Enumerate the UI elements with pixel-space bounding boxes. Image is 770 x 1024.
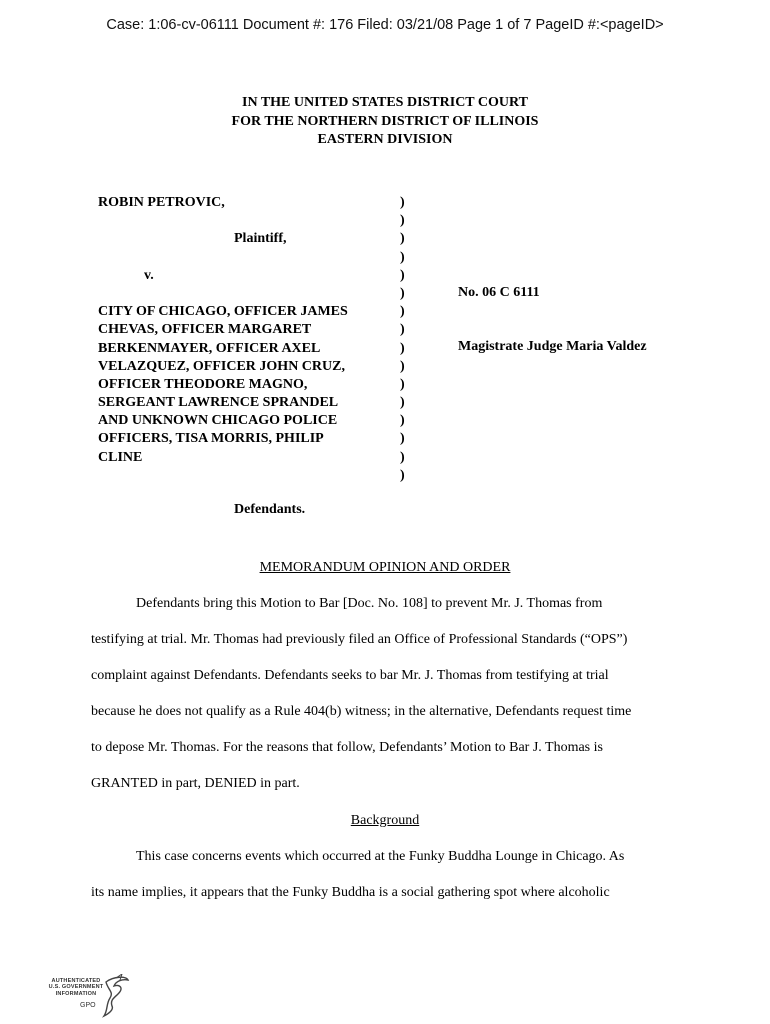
caption-parenthesis: ) <box>400 304 405 320</box>
defendant-line: CITY OF CHICAGO, OFFICER JAMES <box>98 304 348 320</box>
paragraph-line: Defendants bring this Motion to Bar [Doc. No. 108] to prevent Mr. J. Thomas from <box>136 596 603 611</box>
caption-parenthesis: ) <box>400 467 405 483</box>
caption-parenthesis: ) <box>400 195 405 210</box>
court-heading <box>0 94 770 150</box>
defendant-line: OFFICER THEODORE MAGNO, <box>98 376 308 392</box>
spacer <box>98 212 398 230</box>
defendant-line: SERGEANT LAWRENCE SPRANDEL <box>98 395 339 411</box>
caption-parenthesis: ) <box>400 285 405 301</box>
case-header-stamp: Case: 1:06-cv-06111 Document #: 176 Filed: 03/21/08 Page 1 of 7 PageID #:<pageID> <box>106 17 664 33</box>
caption-parenthesis: ) <box>400 376 405 392</box>
caption-parenthesis-column <box>400 194 405 485</box>
court-line-2: FOR THE NORTHERN DISTRICT OF ILLINOIS <box>231 113 539 129</box>
defendant-line: VELAZQUEZ, OFFICER JOHN CRUZ, <box>98 358 345 374</box>
caption-parenthesis: ) <box>400 340 405 356</box>
gpo-logo-line: INFORMATION <box>55 990 97 997</box>
spacer <box>98 249 398 267</box>
caption-parenthesis: ) <box>400 413 405 429</box>
spacer <box>98 285 398 303</box>
gpo-logo-line: AUTHENTICATED <box>51 978 101 984</box>
paragraph-line: testifying at trial. Mr. Thomas had previously filed an Office of Professional Standards (“OPS”) <box>91 632 628 647</box>
gpo-mark: GPO <box>80 1002 96 1009</box>
case-caption-parties <box>98 194 398 467</box>
gpo-authentication-logo <box>44 974 134 1018</box>
plaintiff-label: Plaintiff, <box>234 231 287 247</box>
defendant-line: AND UNKNOWN CHICAGO POLICE <box>98 413 338 429</box>
defendant-line: CLINE <box>98 449 143 465</box>
court-line-1: IN THE UNITED STATES DISTRICT COURT <box>242 95 528 110</box>
paragraph-line: complaint against Defendants. Defendants seeks to bar Mr. J. Thomas from testifying at trial <box>91 668 609 683</box>
caption-parenthesis: ) <box>400 249 405 265</box>
caption-parenthesis: ) <box>400 358 405 374</box>
plaintiff-name: ROBIN PETROVIC, <box>98 195 225 210</box>
defendant-line: OFFICERS, TISA MORRIS, PHILIP <box>98 431 324 447</box>
paragraph-line: This case concerns events which occurred at the Funky Buddha Lounge in Chicago. As <box>136 849 625 864</box>
defendant-line: CHEVAS, OFFICER MARGARET <box>98 322 312 338</box>
defendant-line: BERKENMAYER, OFFICER AXEL <box>98 340 321 356</box>
gpo-logo-line: U.S. GOVERNMENT <box>48 984 104 991</box>
versus-label: v. <box>144 267 154 283</box>
case-number: No. 06 C 6111 <box>458 285 540 300</box>
paragraph-line: GRANTED in part, DENIED in part. <box>91 776 300 791</box>
paragraph-line: because he does not qualify as a Rule 404(b) witness; in the alternative, Defendants request time <box>91 704 632 719</box>
defendants-label: Defendants. <box>234 502 306 517</box>
eagle-icon <box>102 974 132 1018</box>
caption-parenthesis: ) <box>400 431 405 447</box>
paragraph-line: its name implies, it appears that the Funky Buddha is a social gathering spot where alcoholic <box>91 885 610 900</box>
gpo-logo-text <box>44 978 108 997</box>
caption-parenthesis: ) <box>400 213 405 229</box>
magistrate-judge: Magistrate Judge Maria Valdez <box>458 339 647 354</box>
caption-parenthesis: ) <box>400 395 405 411</box>
caption-parenthesis: ) <box>400 267 405 283</box>
background-heading: Background <box>350 813 420 828</box>
memo-title: MEMORANDUM OPINION AND ORDER <box>259 560 511 575</box>
caption-parenthesis: ) <box>400 322 405 338</box>
caption-parenthesis: ) <box>400 449 405 465</box>
caption-parenthesis: ) <box>400 231 405 247</box>
paragraph-line: to depose Mr. Thomas. For the reasons that follow, Defendants’ Motion to Bar J. Thomas is <box>91 740 603 755</box>
court-line-3: EASTERN DIVISION <box>317 132 453 147</box>
